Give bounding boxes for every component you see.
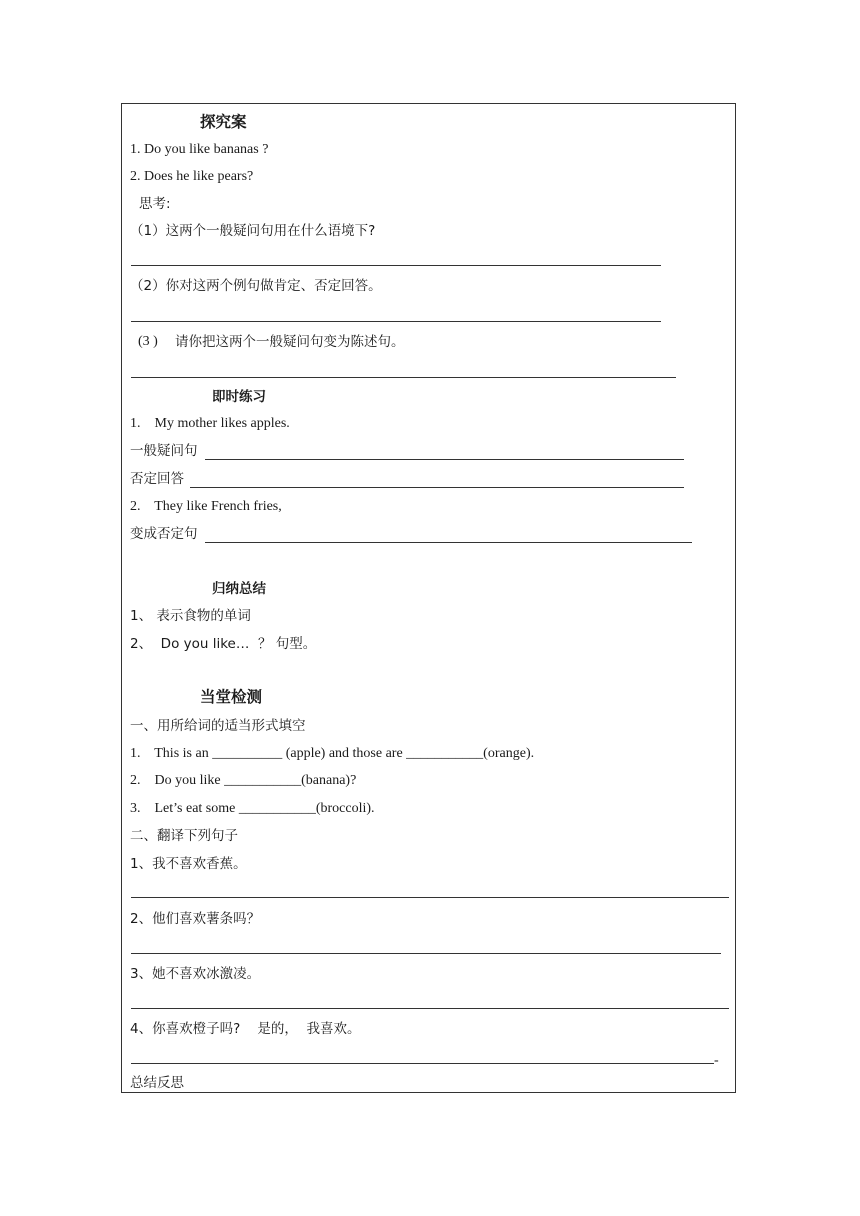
translate-4: 4、你喜欢橙子吗? 是的， 我喜欢。 (130, 1021, 361, 1037)
practice-item-2: 2. They like French fries, (130, 499, 282, 514)
fill-blank-1: 1. This is an __________ (apple) and those are ___________(orange). (130, 746, 535, 761)
summary-item-1: 1、 表示食物的单词 (130, 608, 251, 624)
label-negative: 变成否定句 (130, 526, 198, 542)
prompt-3-text: 请你把这两个一般疑问句变为陈述句。 (175, 334, 405, 350)
question-2: 2. Does he like pears? (130, 169, 254, 184)
answer-line[interactable] (131, 953, 721, 954)
section-title-test: 当堂检测 (200, 688, 263, 706)
think-label: 思考: (139, 196, 171, 212)
answer-line[interactable] (131, 321, 661, 322)
fill-blank-2: 2. Do you like ___________(banana)? (130, 773, 357, 788)
prompt-2: （2）你对这两个例句做肯定、否定回答。 (130, 278, 382, 294)
prompt-1: （1）这两个一般疑问句用在什么语境下? (130, 223, 376, 239)
translate-2: 2、他们喜欢薯条吗？ (130, 911, 261, 927)
answer-line[interactable] (190, 487, 684, 488)
question-1: 1. Do you like bananas ? (130, 142, 269, 157)
section-title-practice: 即时练习 (212, 389, 266, 405)
reflection-label: 总结反思 (130, 1075, 184, 1091)
answer-line[interactable] (205, 542, 692, 543)
part-1-heading: 一、用所给词的适当形式填空 (130, 718, 306, 734)
prompt-3-number: (3 ) (138, 334, 158, 349)
translate-3: 3、她不喜欢冰激凌。 (130, 966, 261, 982)
line-dash: - (714, 1053, 719, 1068)
section-title-explore: 探究案 (200, 113, 247, 131)
answer-line[interactable] (205, 459, 684, 460)
answer-line[interactable] (131, 897, 729, 898)
summary-item-2: 2、 Do you like… ？ 句型。 (130, 636, 317, 652)
answer-line[interactable] (131, 1063, 714, 1064)
practice-item-1: 1. My mother likes apples. (130, 416, 290, 431)
part-2-heading: 二、翻译下列句子 (130, 828, 238, 844)
translate-1: 1、我不喜欢香蕉。 (130, 856, 247, 872)
worksheet-table (121, 103, 736, 1093)
label-question: 一般疑问句 (130, 443, 198, 459)
label-negative-answer: 否定回答 (130, 471, 184, 487)
answer-line[interactable] (131, 265, 661, 266)
fill-blank-3: 3. Let’s eat some ___________(broccoli). (130, 801, 375, 816)
answer-line[interactable] (131, 377, 676, 378)
section-title-summary: 归纳总结 (212, 581, 266, 597)
answer-line[interactable] (131, 1008, 729, 1009)
